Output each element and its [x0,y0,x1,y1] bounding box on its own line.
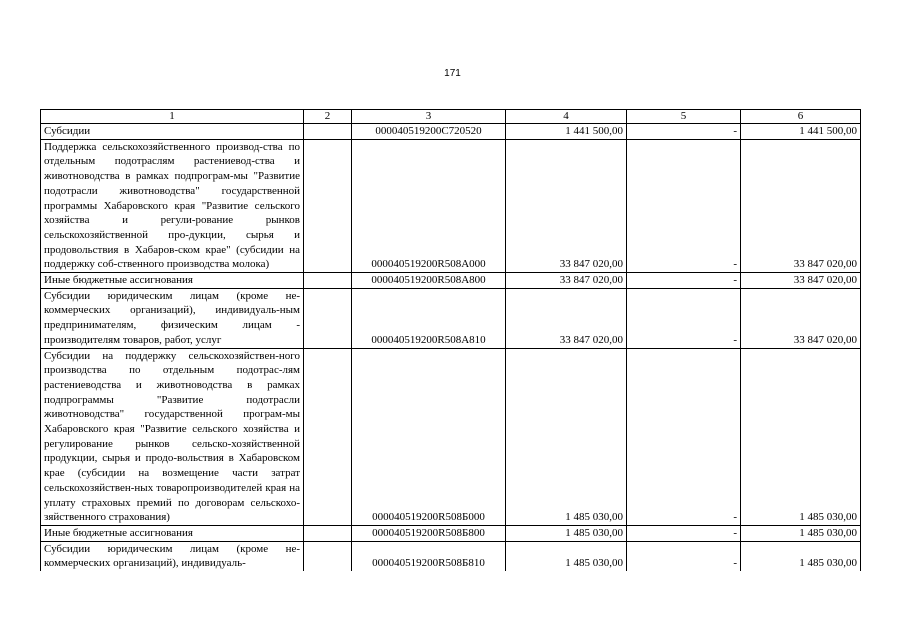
row-value4: 1 485 030,00 [506,541,627,571]
row-code: 000040519200R508А000 [352,139,506,272]
row-name: Субсидии [41,124,304,140]
table-row [41,139,861,272]
row-value4: 33 847 020,00 [506,288,627,348]
row-value6: 1 485 030,00 [741,541,861,571]
table-row [41,525,861,541]
row-value4: 1 441 500,00 [506,124,627,140]
row-value5: - [627,541,741,571]
row-code: 000040519200R508Б000 [352,348,506,525]
column-header: 1 [41,110,304,124]
column-header: 6 [741,110,861,124]
row-value6: 1 485 030,00 [741,525,861,541]
row-col2 [304,124,352,140]
table-row [41,288,861,348]
row-col2 [304,288,352,348]
row-code: 000040519200R508Б810 [352,541,506,571]
row-name: Иные бюджетные ассигнования [41,525,304,541]
row-code: 000040519200R508А800 [352,273,506,289]
row-value6: 1 441 500,00 [741,124,861,140]
row-name: Поддержка сельскохозяйственного производ-ства по отдельным подотраслям растениевод-ства и животноводства в рамках подпрограм-мы "Развитие подотрасли животноводства" государственной программы Хабаровского края "Развитие сельского хозяйства и регули-рование рынков сельскохозяйственной про-дукции, сырья и продовольствия в Хабаров-ском крае" (субсидии на поддержку соб-ственного производства молока) [41,139,304,272]
row-col2 [304,348,352,525]
row-value5: - [627,525,741,541]
row-value4: 33 847 020,00 [506,273,627,289]
row-code: 000040519200R508А810 [352,288,506,348]
column-header: 4 [506,110,627,124]
column-header: 2 [304,110,352,124]
row-value6: 33 847 020,00 [741,273,861,289]
table-header-row [41,110,861,124]
row-value5: - [627,288,741,348]
row-value6: 33 847 020,00 [741,288,861,348]
row-col2 [304,273,352,289]
row-name: Иные бюджетные ассигнования [41,273,304,289]
row-col2 [304,525,352,541]
table-row [41,541,861,571]
table-row [41,273,861,289]
table-row [41,124,861,140]
row-value5: - [627,273,741,289]
row-name: Субсидии юридическим лицам (кроме не-коммерческих организаций), индивидуаль- [41,541,304,571]
row-value4: 1 485 030,00 [506,525,627,541]
column-header: 5 [627,110,741,124]
row-name: Субсидии юридическим лицам (кроме не-коммерческих организаций), индивидуаль-ным предпринимателям, физическим лицам - производителям товаров, работ, услуг [41,288,304,348]
row-col2 [304,139,352,272]
row-col2 [304,541,352,571]
table-row [41,348,861,525]
row-code: 000040519200С720520 [352,124,506,140]
budget-table [40,109,861,571]
row-name: Субсидии на поддержку сельскохозяйствен-ного производства по отдельным подотрас-лям растениеводства и животноводства в рамках подпрограммы "Развитие подотрасли животноводства" государственной програм-мы Хабаровского края "Развитие сельского хозяйства и регулирование рынков сельско-хозяйственной продукции, сырья и продо-вольствия в Хабаровском крае (субсидии на возмещение части затрат сельскохозяйствен-ных товаропроизводителей края на уплату страховых премий по договорам сельскохо-зяйственного страхования) [41,348,304,525]
row-value5: - [627,124,741,140]
row-value6: 33 847 020,00 [741,139,861,272]
page-number: 171 [444,68,461,79]
row-value4: 1 485 030,00 [506,348,627,525]
row-value6: 1 485 030,00 [741,348,861,525]
column-header: 3 [352,110,506,124]
row-value5: - [627,139,741,272]
row-code: 000040519200R508Б800 [352,525,506,541]
row-value4: 33 847 020,00 [506,139,627,272]
row-value5: - [627,348,741,525]
